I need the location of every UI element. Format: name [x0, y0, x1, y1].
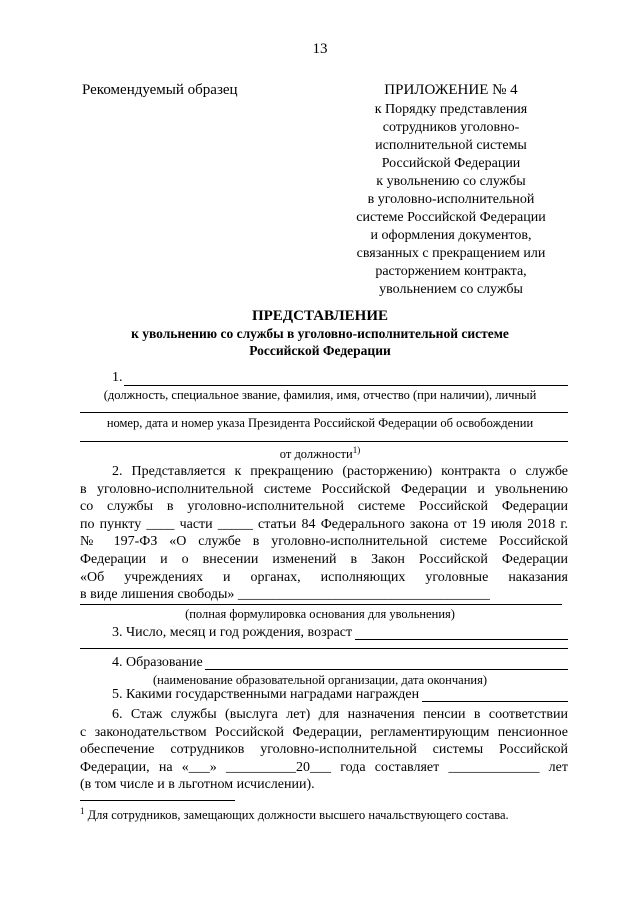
item1-number: 1. [112, 370, 123, 385]
appendix-line: связанных с прекращением или [356, 246, 546, 261]
item3-fill-line[interactable] [355, 639, 568, 640]
document-subtitle-line1: к увольнению со службы в уголовно-исполнительной системе [131, 326, 509, 341]
appendix-line: к Порядку представления [374, 102, 528, 117]
item2-line: 2. Представляется к прекращению (расторжению) контракта о службе [112, 464, 568, 479]
item5-label: 5. Какими государственными наградами награжден [112, 687, 420, 702]
item6-line: Федерации, на «___» __________20___ года составляет _____________ лет [80, 759, 568, 775]
item3-fill-line2[interactable] [80, 648, 568, 649]
item2-line: № 197-ФЗ «О службе в уголовно-исполнительной системе Российской [80, 534, 568, 550]
appendix-line: сотрудников уголовно- [382, 120, 520, 135]
appendix-line: Российской Федерации [381, 156, 521, 171]
item2-line: в виде лишения свободы» ____________________________________ [80, 587, 490, 603]
item2-line: в уголовно-исполнительной системе Российской Федерации и увольнению [80, 481, 568, 497]
item1-hint1: (должность, специальное звание, фамилия, имя, отчество (при наличии), личный [103, 388, 537, 402]
item1-fill-line1[interactable] [124, 385, 568, 386]
item3-label: 3. Число, месяц и год рождения, возраст [112, 625, 353, 640]
item6-line: (в том числе и в льготном исчислении). [80, 777, 315, 793]
item4-hint: (наименование образовательной организации, дата окончания) [153, 673, 487, 687]
appendix-line: системе Российской Федерации [356, 210, 546, 225]
item1-hint2: номер, дата и номер указа Президента Российской Федерации об освобождении [106, 416, 534, 430]
sample-label: Рекомендуемый образец [82, 82, 238, 98]
appendix-line: в уголовно-исполнительной [367, 192, 535, 207]
item1-fill-line2[interactable] [80, 412, 568, 413]
page-number: 13 [312, 41, 328, 57]
item1-fill-line3[interactable] [80, 441, 568, 442]
appendix-line: исполнительной системы [375, 138, 527, 153]
appendix-line: и оформления документов, [370, 228, 532, 243]
appendix-line: расторжением контракта, [375, 264, 527, 279]
footnote-mark: 1 [80, 806, 85, 816]
item2-fill-line[interactable] [80, 604, 562, 605]
item4-label: 4. Образование [112, 655, 203, 670]
item2-line: «Об учреждениях и органах, исполняющих уголовные наказания [80, 569, 568, 585]
footnote-text: Для сотрудников, замещающих должности высшего начальствующего состава. [87, 808, 509, 823]
appendix-line: к увольнению со службы [376, 174, 526, 189]
item6-line: 6. Стаж службы (выслуга лет) для назначения пенсии в соответствии [112, 707, 568, 722]
item6-line: с законодательством Российской Федерации, регламентирующим пенсионное [80, 724, 568, 740]
footnote-reference: 1) [352, 445, 361, 455]
item4-fill-line[interactable] [205, 669, 568, 670]
item2-line: со службы в уголовно-исполнительной системе Российской Федерации [80, 499, 568, 515]
item1-hint3: от должности$^{1)}$ [279, 445, 361, 462]
footnote-separator [80, 800, 235, 801]
footnote [80, 806, 509, 823]
document-title: ПРЕДСТАВЛЕНИЕ [251, 308, 389, 324]
item6-line: обеспечение сотрудников уголовно-исполнительной системы Российской [80, 742, 568, 758]
document-subtitle-line2: Российской Федерации [249, 343, 391, 358]
appendix-line: увольнением со службы [379, 282, 523, 297]
item2-line: по пункту ____ части _____ статьи 84 Федерального закона от 19 июля 2018 г. [80, 516, 568, 532]
item2-hint: (полная формулировка основания для увольнения) [185, 607, 455, 621]
appendix-title: ПРИЛОЖЕНИЕ № 4 [384, 82, 518, 98]
item2-line: Федерации и о внесении изменений в Закон Российской Федерации [80, 552, 568, 567]
item5-fill-line[interactable] [422, 701, 568, 702]
